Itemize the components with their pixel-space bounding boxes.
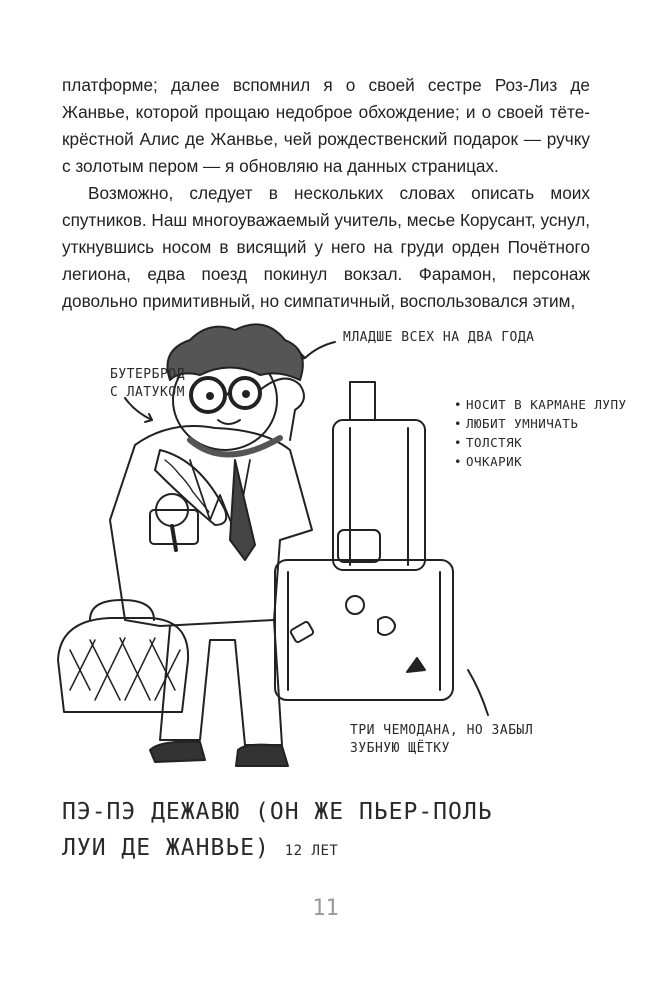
note-age: МЛАДШЕ ВСЕХ НА ДВА ГОДА (343, 330, 535, 345)
paragraph-2: Возможно, следует в нескольких словах описать моих спутников. Наш многоуважаемый учитель, месье Корусант, уснул, уткнувшись носом в висящий у него на груди орден Почётного легиона, едва поезд покинул вокзал. Фарамон, персонаж довольно примитивный, но симпатичный, воспользовался этим, (62, 183, 590, 311)
jacket (110, 426, 312, 626)
trait-item: • ЛЮБИТ УМНИЧАТЬ (454, 416, 627, 432)
tie (230, 460, 255, 560)
note-cases-line2: ЗУБНУЮ ЩЁТКУ (350, 741, 450, 756)
trait-item: • ОЧКАРИК (454, 454, 627, 470)
note-cases-line1: ТРИ ЧЕМОДАНА, НО ЗАБЫЛ (350, 723, 534, 738)
big-suitcase (275, 560, 453, 700)
paragraph-1: платформе; далее вспомнил я о своей сестре Роз-Лиз де Жанвье, которой прощаю недоброе обхождение; и о своей тёте-крёстной Алис де Жанвье, чей рождественский подарок — ручку с золотым пером — я обновляю на данных страницах. (62, 75, 590, 176)
character-name-line1: ПЭ-ПЭ ДЕЖАВЮ (ОН ЖЕ ПЬЕР-ПОЛЬ (62, 799, 493, 825)
arrow-age (305, 342, 335, 358)
note-sandwich-line2: С ЛАТУКОМ (110, 385, 185, 400)
character-title (62, 794, 582, 869)
trousers (160, 620, 282, 745)
character-name-line2: ЛУИ ДЕ ЖАНВЬЕ) (62, 835, 270, 861)
traits-list (454, 397, 627, 473)
suitcase-handle (350, 382, 375, 420)
note-sandwich-line1: БУТЕРБРОД (110, 367, 185, 382)
note-sandwich (110, 366, 185, 402)
character-age: 12 ЛЕТ (284, 843, 339, 859)
scarf (190, 438, 280, 455)
trait-item: • НОСИТ В КАРМАНЕ ЛУПУ (454, 397, 627, 413)
note-cases (350, 722, 533, 758)
character-name-line2-wrap (62, 830, 582, 869)
case-handle (338, 530, 380, 562)
arrow-cases (468, 670, 488, 715)
body-text (62, 72, 590, 315)
trait-item: • ТОЛСТЯК (454, 435, 627, 451)
page-number: 11 (312, 896, 339, 921)
